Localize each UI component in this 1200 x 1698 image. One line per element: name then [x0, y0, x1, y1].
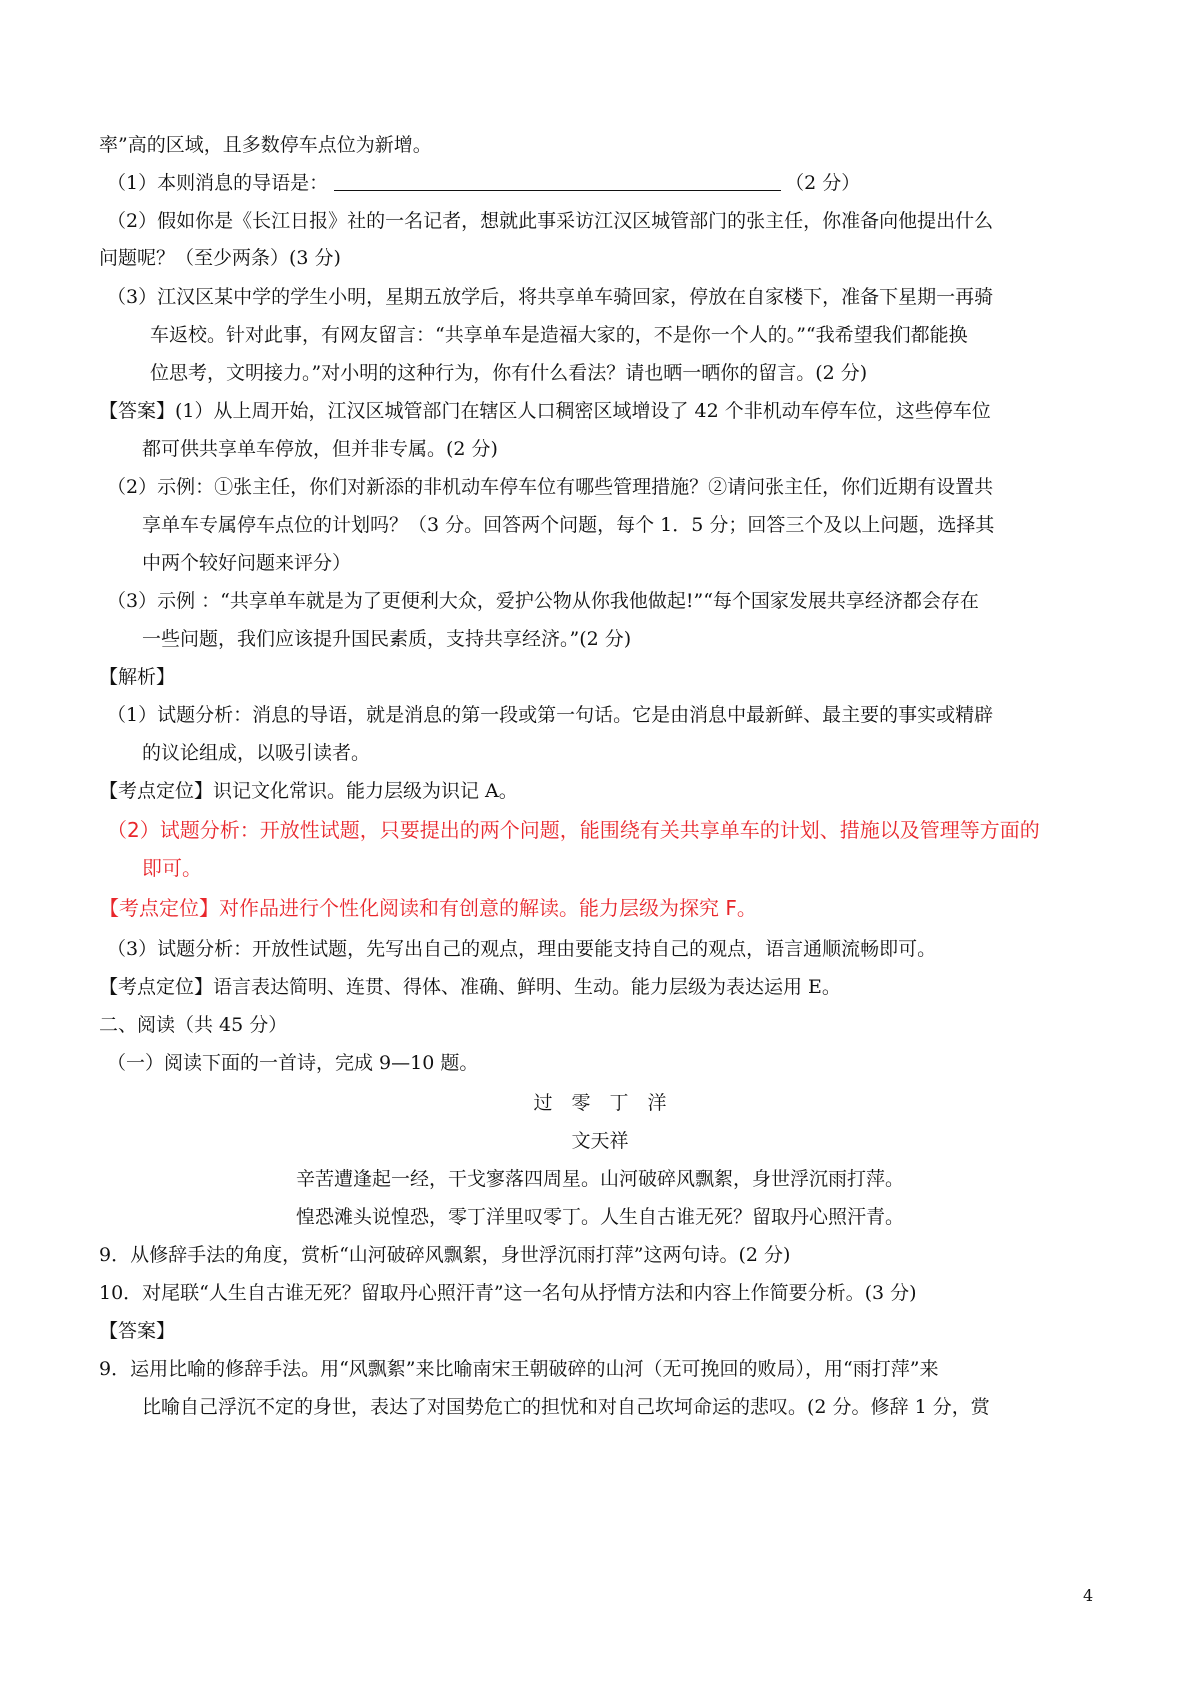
text-line: 率”高的区域，且多数停车点位为新增。 [99, 134, 432, 156]
question-2-line-cont: 问题呢？（至少两条）(3 分) [99, 247, 341, 269]
poem-line: 惶恐滩头说惶恐，零丁洋里叹零丁。人生自古谁无死？留取丹心照汗青。 [295, 1206, 904, 1228]
poem-author: 文天祥 [571, 1130, 629, 1152]
answer-2-line-cont: 中两个较好问题来评分） [142, 552, 352, 574]
question-10: 10．对尾联“人生自古谁无死？留取丹心照汗青”这一名句从抒情方法和内容上作简要分析。(3 分) [99, 1282, 917, 1304]
poem-line: 辛苦遭逢起一经，干戈寥落四周星。山河破碎风飘絮，身世浮沉雨打萍。 [295, 1168, 904, 1190]
analysis-1-line: （1）试题分析：消息的导语，就是消息的第一段或第一句话。它是由消息中最新鲜、最主要的事实或精辟 [107, 704, 994, 726]
answer-2-line-cont: 享单车专属停车点位的计划吗？（3 分。回答两个问题，每个 1．5 分；回答三个及以上问题，选择其 [142, 514, 995, 536]
section-heading: 二、阅读（共 45 分） [99, 1014, 288, 1036]
question-9: 9．从修辞手法的角度，赏析“山河破碎风飘絮，身世浮沉雨打萍”这两句诗。(2 分) [99, 1244, 791, 1266]
answer-9-line: 9．运用比喻的修辞手法。用“风飘絮”来比喻南宋王朝破碎的山河（无可挽回的败局），用“雨打萍”来 [99, 1358, 939, 1380]
answer-blank [334, 172, 781, 191]
answer-1-line: 【答案】(1）从上周开始，江汉区城管部门在辖区人口稠密区域增设了 42 个非机动车停车位，这些停车位 [99, 400, 991, 422]
page-number: 4 [1083, 1586, 1094, 1605]
question-1-text: （1）本则消息的导语是： [107, 172, 329, 194]
subsection-heading: （一）阅读下面的一首诗，完成 9—10 题。 [107, 1052, 479, 1074]
answer-heading: 【答案】 [99, 1320, 176, 1342]
answer-3-line-cont: 一些问题，我们应该提升国民素质，支持共享经济。”(2 分) [142, 628, 632, 650]
question-1-line [107, 171, 860, 195]
analysis-3-line: （3）试题分析：开放性试题，先写出自己的观点，理由要能支持自己的观点，语言通顺流畅即可。 [107, 938, 937, 960]
analysis-2-point: 【考点定位】对作品进行个性化阅读和有创意的解读。能力层级为探究 F。 [99, 896, 757, 920]
analysis-2-line-cont: 即可。 [142, 856, 202, 880]
analysis-2-line: （2）试题分析：开放性试题，只要提出的两个问题，能围绕有关共享单车的计划、措施以及管理等方面的 [107, 818, 1040, 842]
question-3-line-cont: 位思考，文明接力。”对小明的这种行为，你有什么看法？请也晒一晒你的留言。(2 分) [150, 362, 868, 384]
answer-9-line-cont: 比喻自己浮沉不定的身世，表达了对国势危亡的担忧和对自己坎坷命运的悲叹。(2 分。修辞 1 分，赏 [142, 1396, 990, 1418]
question-2-line: （2）假如你是《长江日报》社的一名记者，想就此事采访江汉区城管部门的张主任，你准备向他提出什么 [107, 210, 994, 232]
analysis-1-line-cont: 的议论组成，以吸引读者。 [142, 742, 371, 764]
question-3-line: （3）江汉区某中学的学生小明，星期五放学后，将共享单车骑回家，停放在自家楼下，准备下星期一再骑 [107, 286, 994, 308]
answer-1-line-cont: 都可供共享单车停放，但并非专属。(2 分) [142, 438, 498, 460]
question-3-line-cont: 车返校。针对此事，有网友留言：“共享单车是造福大家的，不是你一个人的。”“我希望我们都能换 [150, 324, 968, 346]
answer-2-line: （2）示例：①张主任，你们对新添的非机动车停车位有哪些管理措施？②请问张主任，你们近期有设置共 [107, 476, 994, 498]
analysis-1-point: 【考点定位】识记文化常识。能力层级为识记 A。 [99, 780, 518, 802]
answer-3-line: （3）示例 ：“共享单车就是为了更便利大众，爱护公物从你我他做起!”“每个国家发展共享经济都会存在 [107, 590, 979, 612]
analysis-heading: 【解析】 [99, 666, 176, 688]
poem-title: 过 零 丁 洋 [533, 1092, 667, 1114]
question-1-score: （2 分） [785, 172, 861, 194]
analysis-3-point: 【考点定位】语言表达简明、连贯、得体、准确、鲜明、生动。能力层级为表达运用 E。 [99, 976, 841, 998]
